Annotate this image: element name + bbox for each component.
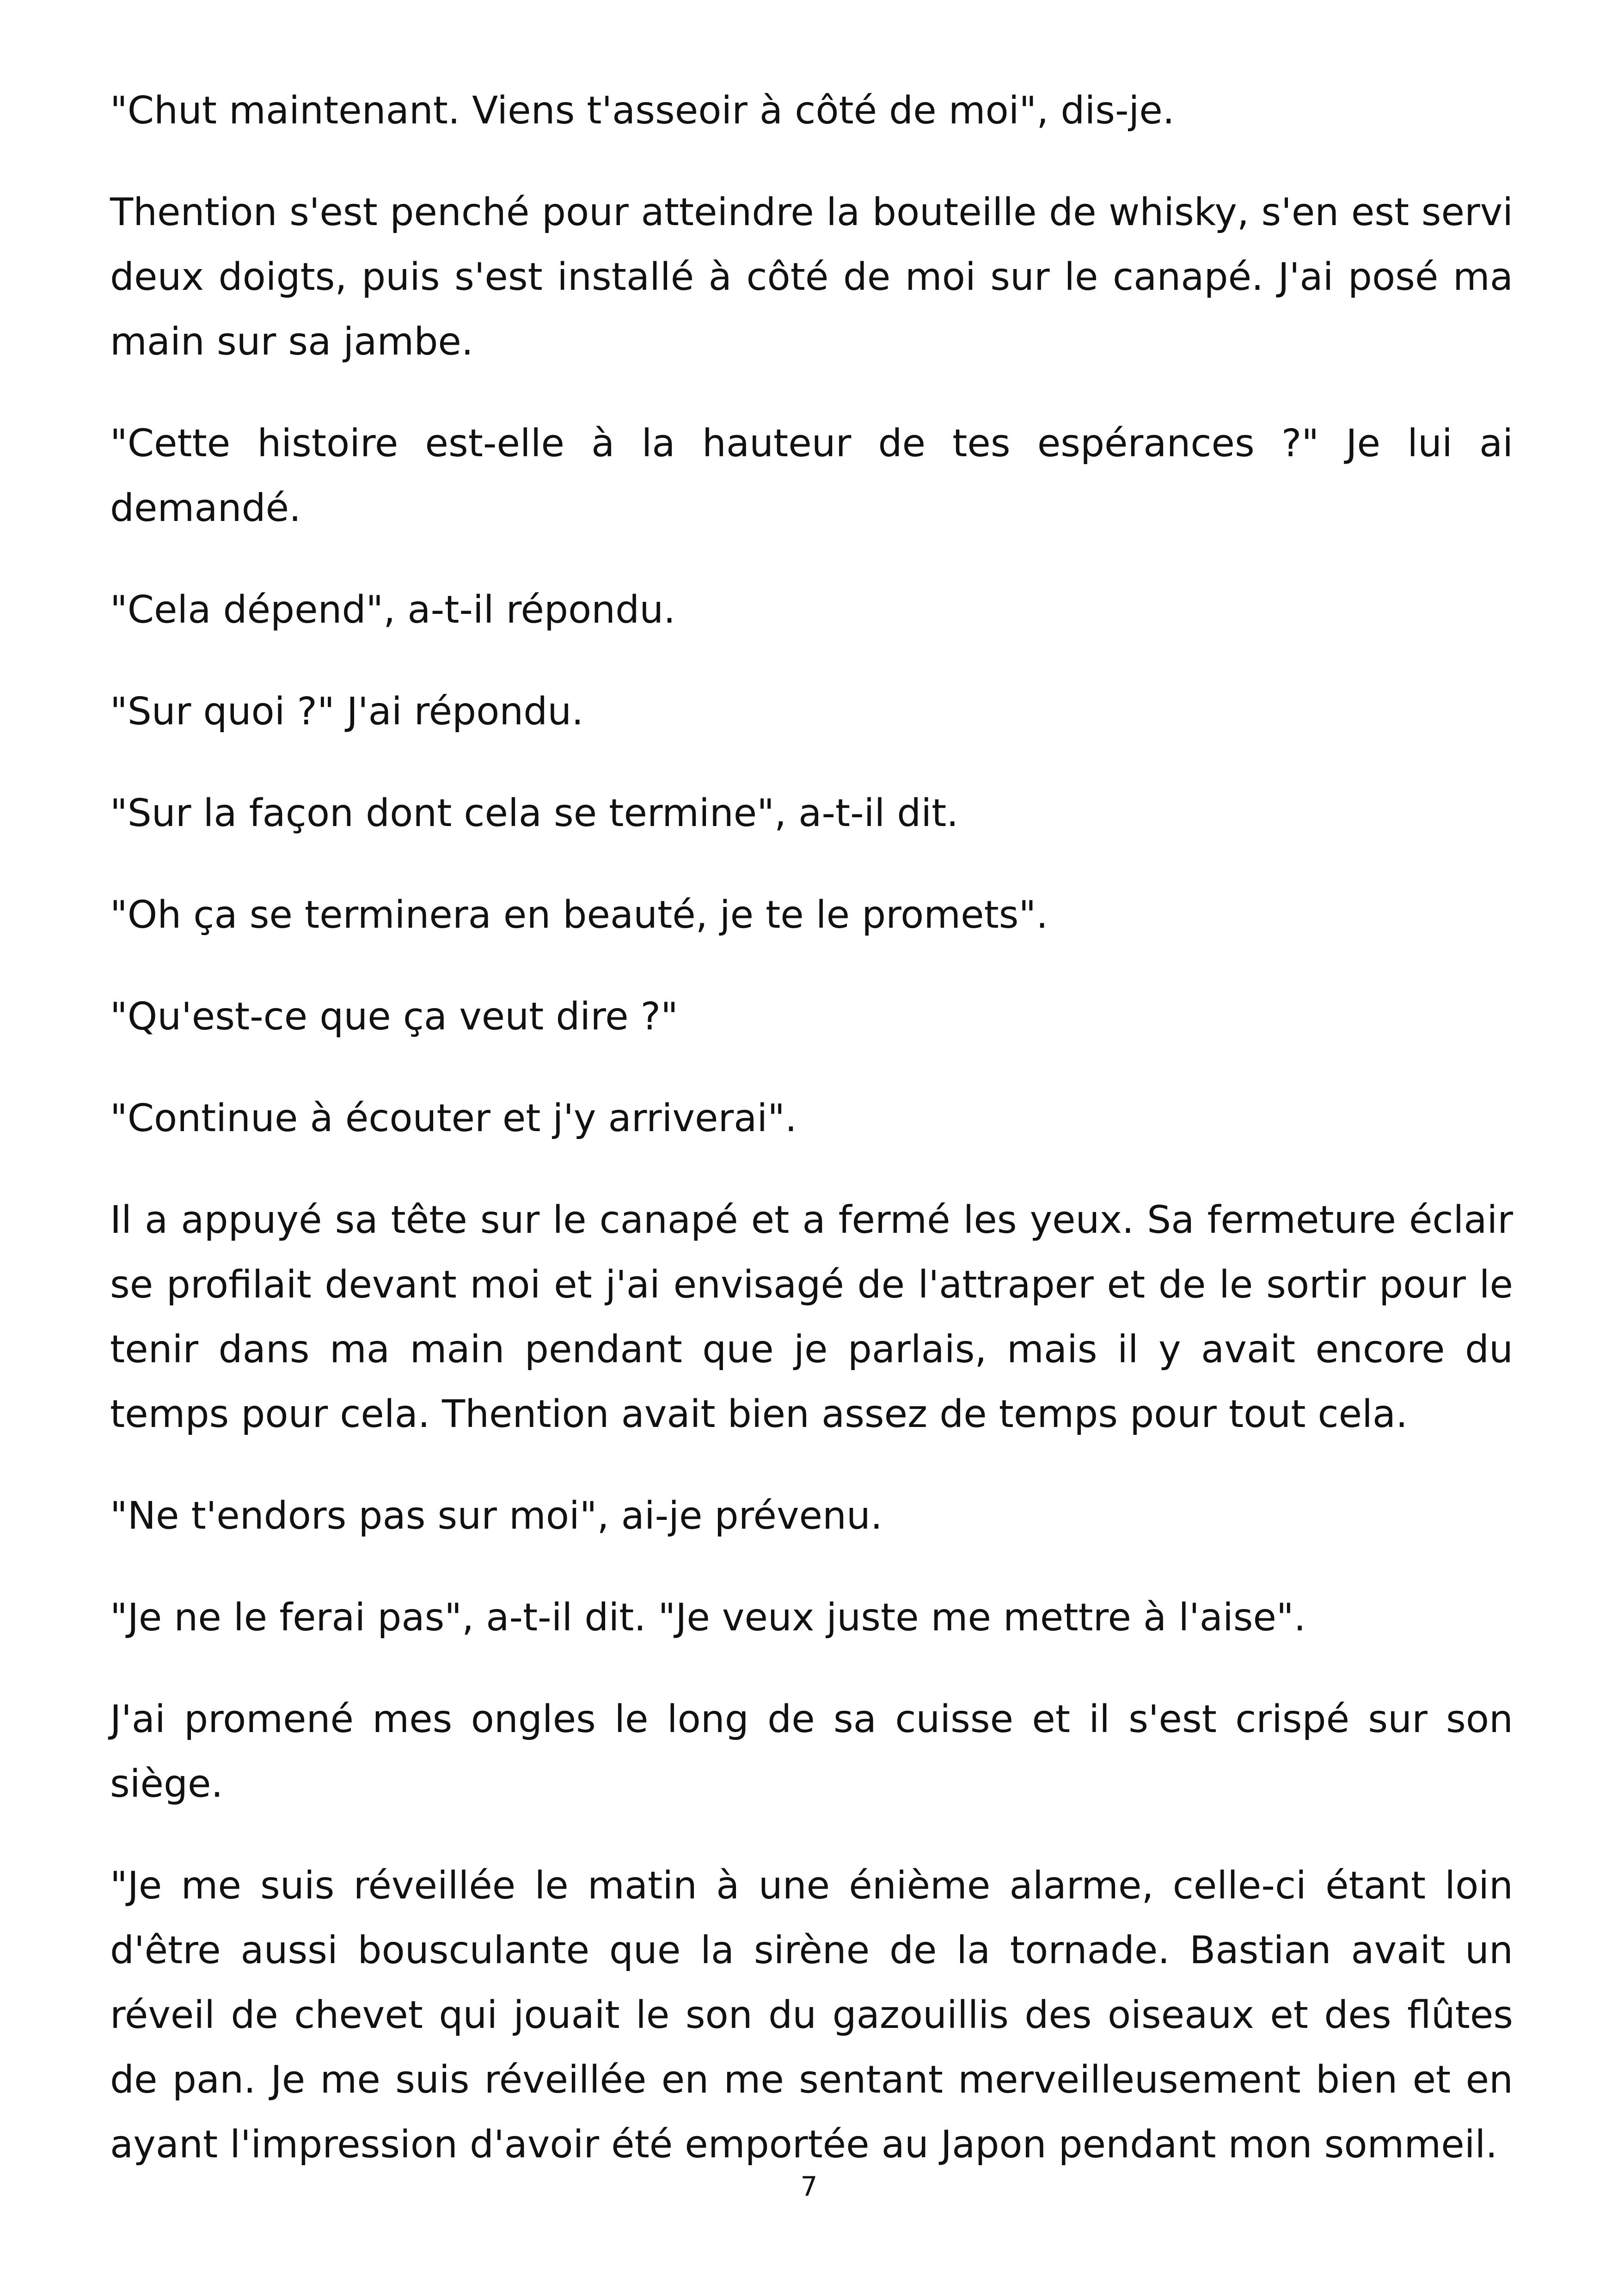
paragraph: "Je me suis réveillée le matin à une énième alarme, celle-ci étant loin d'être aussi bousculante que la sirène de la tornade. Bastian avait un réveil de chevet qui jouait le son du gazouillis des oiseaux et des flûtes de pan. Je me suis réveillée en me sentant merveilleusement bien et en ayant l'impression d'avoir été emportée au Japon pendant mon sommeil. [110,1864,1513,2167]
paragraph: Il a appuyé sa tête sur le canapé et a fermé les yeux. Sa fermeture éclair se profilait devant moi et j'ai envisagé de l'attraper et de le sortir pour le tenir dans ma main pendant que je parlais, mais il y avait encore du temps pour cela. Thention avait bien assez de temps pour tout cela. [110,1198,1513,1436]
paragraph: "Ne t'endors pas sur moi", ai-je prévenu. [110,1494,883,1538]
paragraph: "Continue à écouter et j'y arriverai". [110,1096,797,1140]
paragraph: "Qu'est-ce que ça veut dire ?" [110,995,678,1039]
paragraph: "Sur quoi ?" J'ai répondu. [110,690,584,734]
paragraph: "Je ne le ferai pas", a-t-il dit. "Je veux juste me mettre à l'aise". [110,1596,1306,1640]
paragraph: Thention s'est penché pour atteindre la bouteille de whisky, s'en est servi deux doigts, puis s'est installé à côté de moi sur le canapé. J'ai posé ma main sur sa jambe. [110,190,1513,364]
paragraph: "Cette histoire est-elle à la hauteur de tes espérances ?" Je lui ai demandé. [110,422,1513,530]
text-body [110,79,1513,2214]
paragraph: "Cela dépend", a-t-il répondu. [110,588,676,632]
paragraph: J'ai promené mes ongles le long de sa cuisse et il s'est crispé sur son siège. [110,1697,1513,1806]
page-number: 7 [800,2171,818,2202]
paragraph: "Oh ça se terminera en beauté, je te le promets". [110,893,1048,937]
paragraph: "Sur la façon dont cela se termine", a-t-il dit. [110,791,959,835]
paragraph: "Chut maintenant. Viens t'asseoir à côté de moi", dis-je. [110,89,1175,133]
